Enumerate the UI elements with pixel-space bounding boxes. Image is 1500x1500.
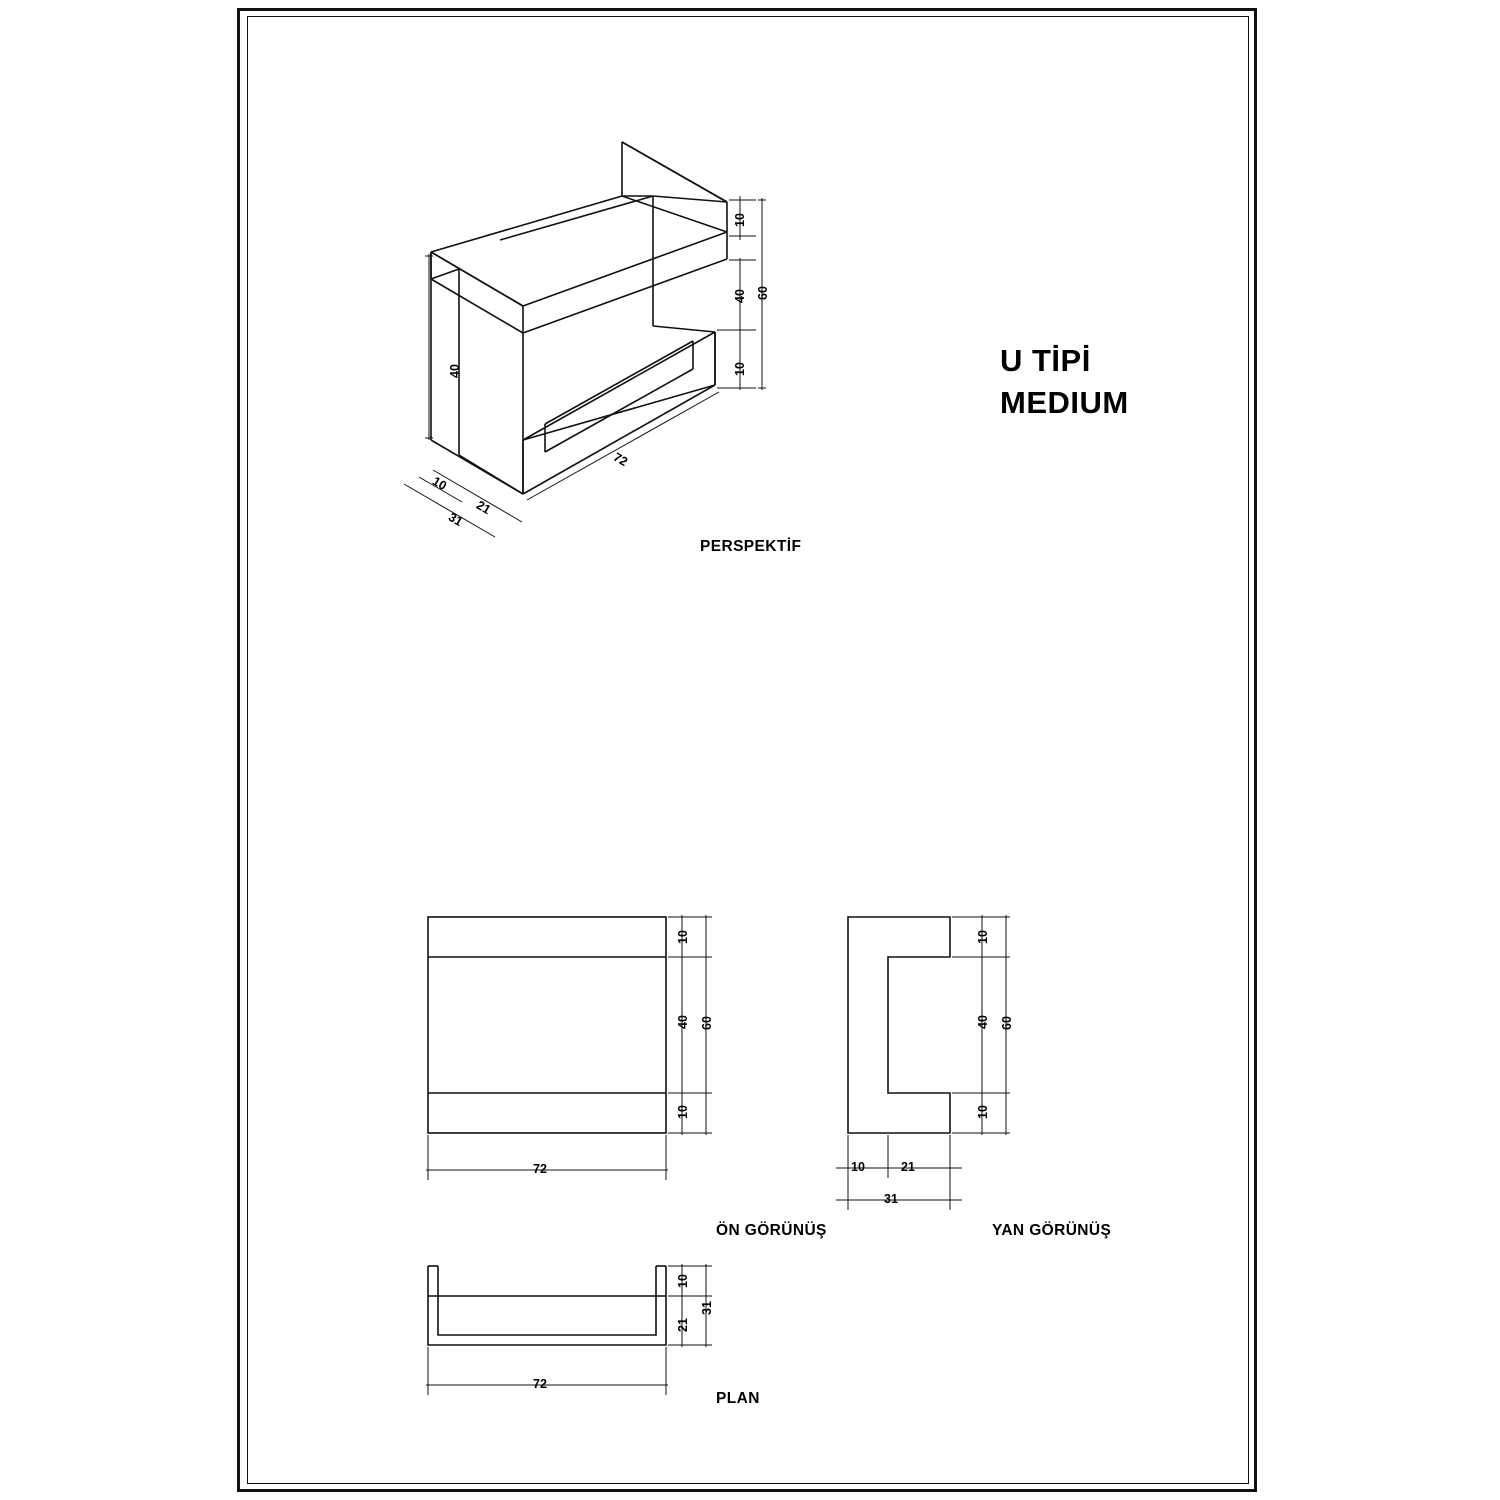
dim-side-bottom-thickness: 10 [976, 1105, 990, 1119]
caption-plan-view: PLAN [716, 1390, 760, 1407]
dim-side-middle-height: 40 [976, 1015, 990, 1029]
dim-front-middle-height: 40 [676, 1015, 690, 1029]
dim-persp-total-height: 60 [756, 286, 770, 300]
dim-side-front: 21 [901, 1160, 915, 1174]
dim-side-back: 10 [851, 1160, 865, 1174]
page-title [1000, 340, 1129, 424]
dim-persp-width: 72 [611, 450, 631, 470]
dim-persp-bottom-thickness: 10 [733, 362, 747, 376]
dim-plan-total-depth: 31 [700, 1301, 714, 1315]
dim-persp-side-total: 31 [446, 510, 466, 530]
dim-persp-side-back: 10 [430, 474, 450, 494]
dim-persp-inner-height: 40 [733, 289, 747, 303]
dim-plan-width: 72 [533, 1377, 547, 1391]
dim-persp-side-front: 21 [474, 498, 494, 518]
dim-front-bottom-thickness: 10 [676, 1105, 690, 1119]
caption-front-view: ÖN GÖRÜNÜŞ [716, 1222, 827, 1239]
dim-front-top-thickness: 10 [676, 930, 690, 944]
dim-persp-top-thickness: 10 [733, 213, 747, 227]
dim-side-total-depth: 31 [884, 1192, 898, 1206]
title-line-2: MEDIUM [1000, 384, 1129, 420]
dim-plan-inner-depth: 21 [676, 1318, 690, 1332]
dim-front-width: 72 [533, 1162, 547, 1176]
caption-side-view: YAN GÖRÜNÜŞ [992, 1222, 1112, 1239]
sheet-border-inner [247, 16, 1249, 1484]
dim-side-total-height: 60 [1000, 1016, 1014, 1030]
dim-side-top-thickness: 10 [976, 930, 990, 944]
caption-perspective: PERSPEKTİF [700, 538, 802, 555]
dim-persp-depth-left: 40 [448, 364, 462, 378]
dim-front-total-height: 60 [700, 1016, 714, 1030]
dim-plan-thickness: 10 [676, 1274, 690, 1288]
title-line-1: U TİPİ [1000, 343, 1091, 378]
